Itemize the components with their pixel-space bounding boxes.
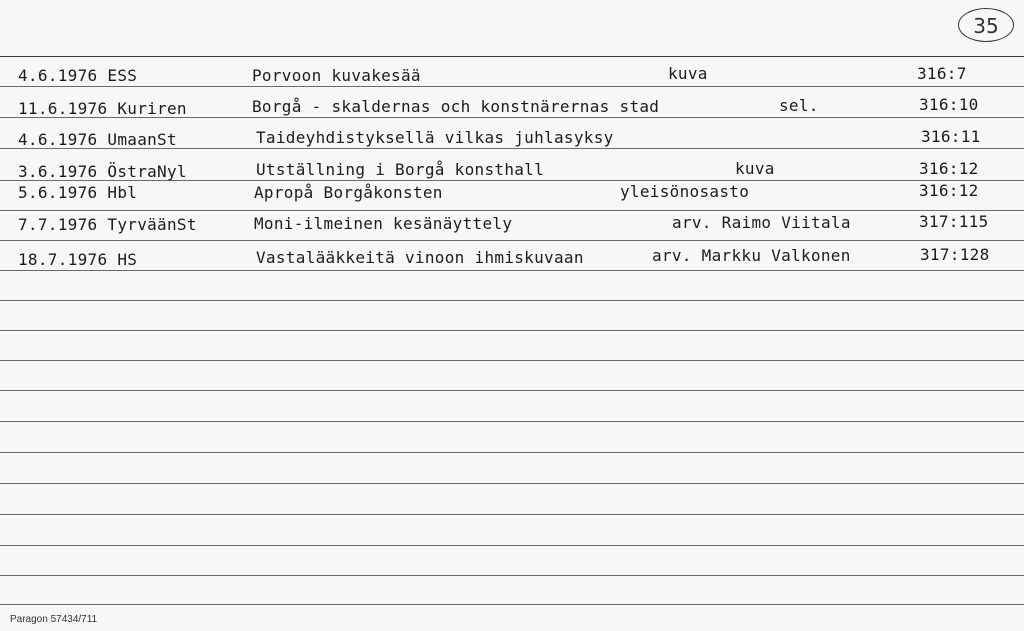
entry-date-source: 4.6.1976 UmaanSt (18, 130, 177, 149)
ruled-line (0, 330, 1024, 331)
ruled-line (0, 483, 1024, 484)
ruled-line (0, 390, 1024, 391)
entry-title: Apropå Borgåkonsten (254, 183, 443, 202)
ruled-line (0, 270, 1024, 271)
entry-ref: 317:115 (919, 212, 989, 231)
entry-title: Porvoon kuvakesää (252, 66, 421, 85)
ruled-line (0, 545, 1024, 546)
entry-date-source: 3.6.1976 ÖstraNyl (18, 162, 187, 181)
ruled-line (0, 360, 1024, 361)
entry-date-source: 11.6.1976 Kuriren (18, 99, 187, 118)
entry-note: kuva (668, 64, 708, 83)
entry-note: arv. Markku Valkonen (652, 246, 851, 265)
ruled-line (0, 575, 1024, 576)
entry-title: Vastalääkkeitä vinoon ihmiskuvaan (256, 248, 584, 267)
ruled-line (0, 86, 1024, 87)
ruled-line (0, 514, 1024, 515)
ruled-line (0, 452, 1024, 453)
entry-title: Taideyhdistyksellä vilkas juhlasyksy (256, 128, 614, 147)
entry-date-source: 5.6.1976 Hbl (18, 183, 138, 202)
entry-title: Borgå - skaldernas och konstnärernas stad (252, 97, 660, 116)
entry-ref: 316:12 (919, 181, 979, 200)
entry-title: Utställning i Borgå konsthall (256, 160, 545, 179)
entry-ref: 316:7 (917, 64, 967, 83)
entry-ref: 316:10 (919, 95, 979, 114)
entry-note: arv. Raimo Viitala (672, 213, 851, 232)
ruled-line (0, 421, 1024, 422)
entry-ref: 317:128 (920, 245, 990, 264)
entry-ref: 316:12 (919, 159, 979, 178)
ruled-line (0, 300, 1024, 301)
ruled-line (0, 604, 1024, 605)
top-rule (0, 56, 1024, 57)
ruled-line (0, 210, 1024, 211)
entry-note: sel. (779, 96, 819, 115)
entry-note: yleisönosasto (620, 182, 750, 201)
entry-date-source: 7.7.1976 TyrväänSt (18, 215, 197, 234)
entry-ref: 316:11 (921, 127, 981, 146)
entry-title: Moni-ilmeinen kesänäyttely (254, 214, 513, 233)
card-number: 35 (958, 8, 1014, 42)
entry-date-source: 4.6.1976 ESS (18, 66, 138, 85)
ruled-line (0, 240, 1024, 241)
entry-date-source: 18.7.1976 HS (18, 250, 138, 269)
entry-note: kuva (735, 159, 775, 178)
card-footer: Paragon 57434/711 (10, 614, 98, 625)
